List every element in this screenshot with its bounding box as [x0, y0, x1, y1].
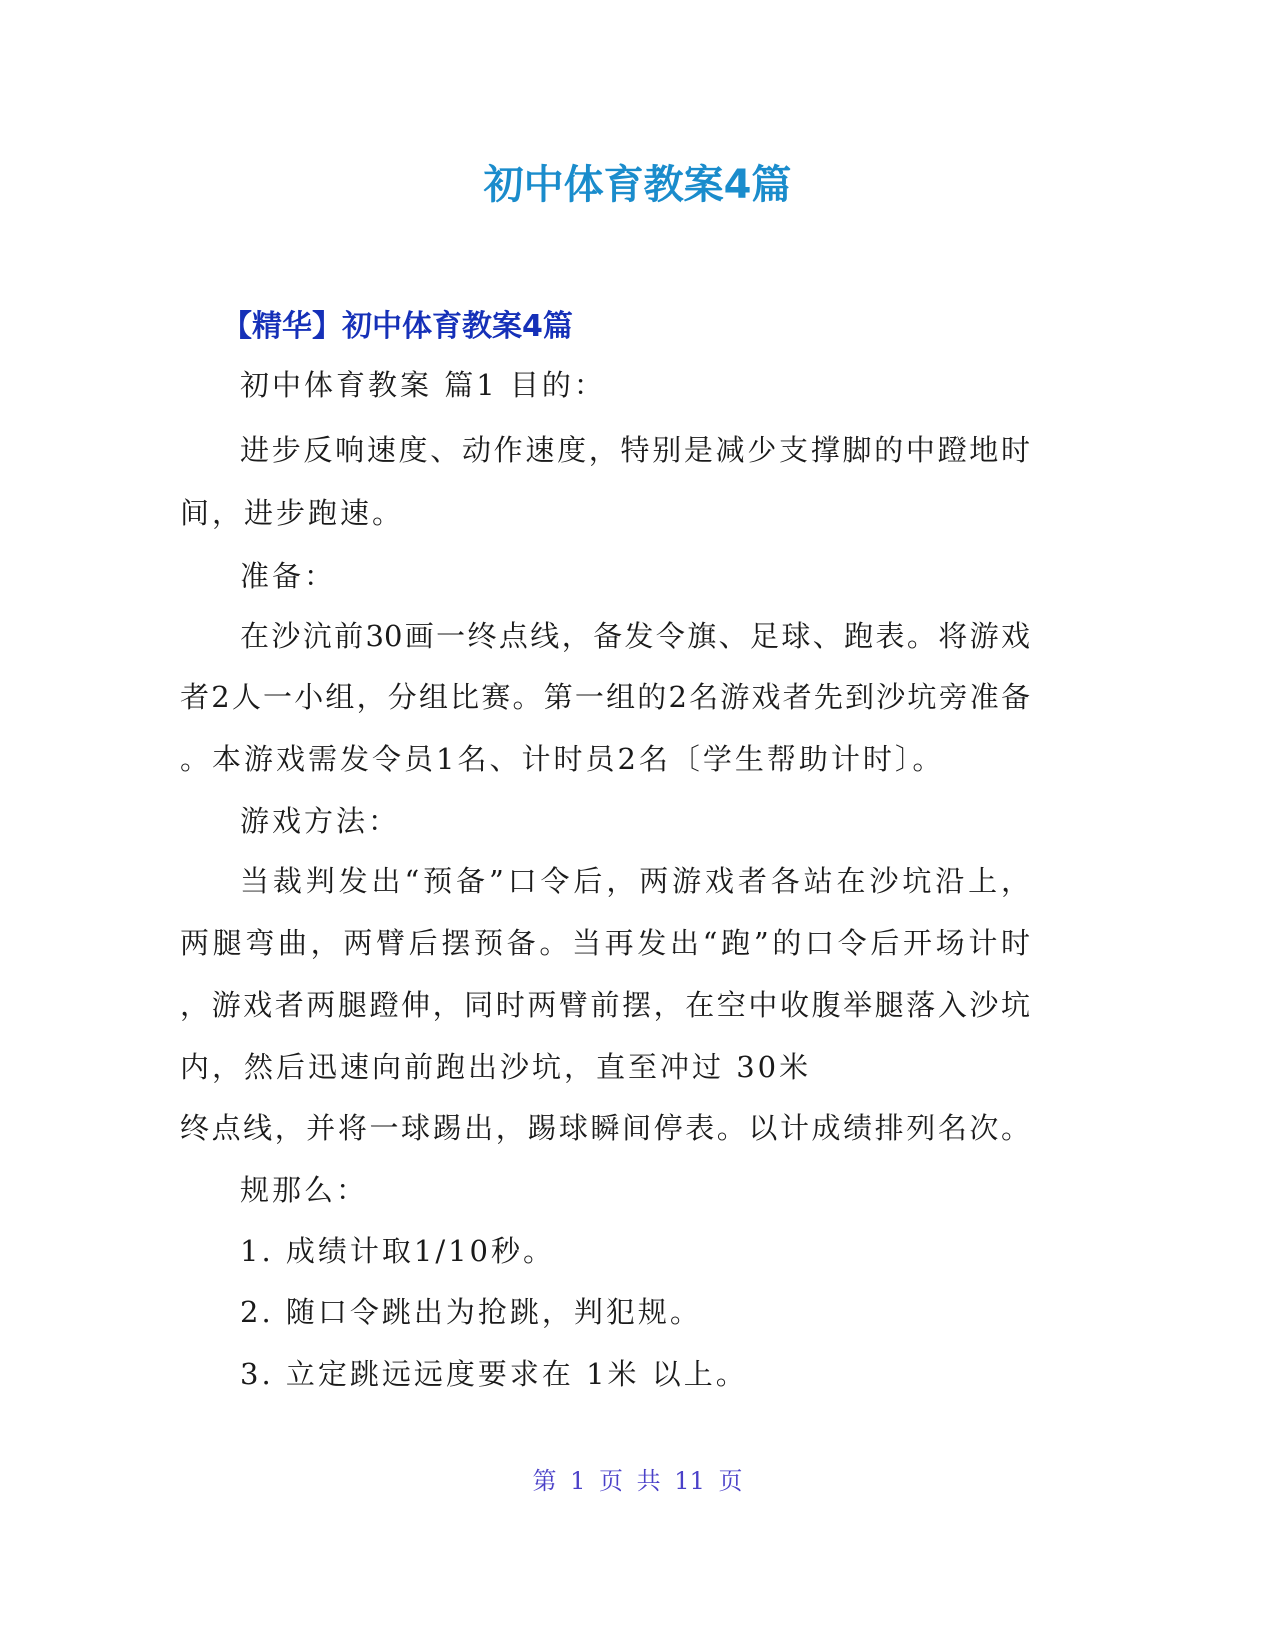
paragraph-line-5: 在沙沆前30画一终点线，备发令旗、足球、跑表。将游戏: [240, 619, 1030, 653]
paragraph-line-2: 进步反响速度、动作速度，特别是减少支撑脚的中蹬地时: [240, 433, 1030, 467]
paragraph-line-12: 内，然后迅速向前跑出沙坑，直至冲过 30米: [180, 1050, 812, 1084]
paragraph-line-4: 准备：: [240, 559, 337, 593]
document-title: 初中体育教案4篇: [483, 162, 792, 208]
paragraph-line-9: 当裁判发出“预备”口令后，两游戏者各站在沙坑沿上，: [240, 864, 1030, 898]
paragraph-line-13: 终点线，并将一球踢出，踢球瞬间停表。以计成绩排列名次。: [180, 1111, 1030, 1145]
paragraph-line-3: 间，进步跑速。: [180, 496, 405, 530]
document-subtitle: 【精华】初中体育教案4篇: [222, 309, 573, 344]
paragraph-line-11: ，游戏者两腿蹬伸，同时两臂前摆，在空中收腹举腿落入沙坑: [180, 988, 1030, 1022]
list-item-3: 3. 立定跳远远度要求在 1米 以上。: [240, 1357, 748, 1391]
list-item-2: 2. 随口令跳出为抢跳，判犯规。: [240, 1295, 702, 1329]
paragraph-line-1: 初中体育教案 篇1 目的：: [240, 368, 606, 402]
paragraph-line-7: 。本游戏需发令员1名、计时员2名〔学生帮助计时〕。: [180, 742, 945, 776]
paragraph-line-14: 规那么：: [240, 1173, 369, 1207]
page-number-footer: 第 1 页 共 11 页: [532, 1467, 743, 1495]
paragraph-line-10: 两腿弯曲，两臂后摆预备。当再发出“跑”的口令后开场计时: [180, 926, 1030, 960]
paragraph-line-6: 者2人一小组，分组比赛。第一组的2名游戏者先到沙坑旁准备: [180, 680, 1030, 714]
paragraph-line-8: 游戏方法：: [240, 804, 401, 838]
list-item-1: 1. 成绩计取1/10秒。: [240, 1234, 556, 1268]
